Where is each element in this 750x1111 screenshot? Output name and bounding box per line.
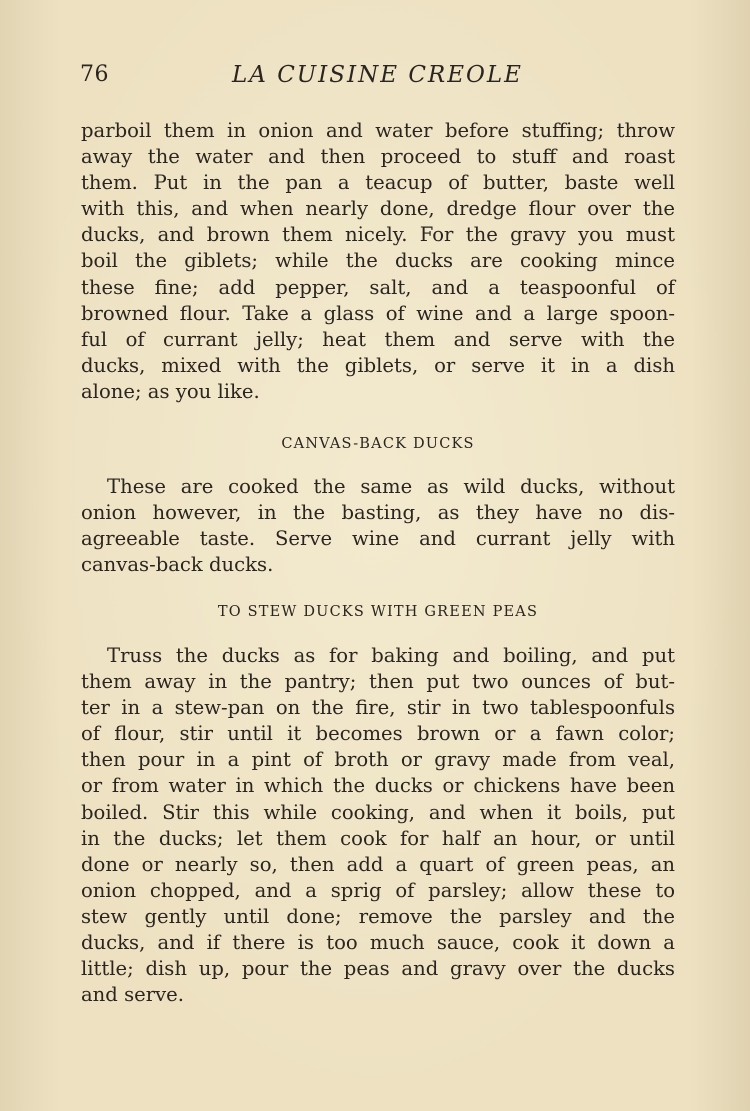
text-line: ducks, and if there is too much sauce, cook it down a bbox=[81, 931, 675, 955]
text-line: these fine; add pepper, salt, and a teaspoonful of bbox=[81, 275, 675, 299]
paragraph-continued bbox=[81, 118, 675, 405]
text-line: ducks, and brown them nicely. For the gravy you must bbox=[81, 223, 675, 247]
text-line: ter in a stew-pan on the fire, stir in two tablespoonfuls bbox=[81, 696, 675, 720]
text-line: ducks, mixed with the giblets, or serve it in a dish bbox=[81, 353, 675, 377]
page-header bbox=[80, 62, 680, 98]
paragraph-canvas-back-ducks bbox=[81, 474, 675, 578]
text-line: boiled. Stir this while cooking, and when it boils, put bbox=[81, 800, 675, 824]
page-number: 76 bbox=[80, 62, 109, 87]
text-line: alone; as you like. bbox=[81, 379, 260, 403]
section-heading-stew-ducks: TO STEW DUCKS WITH GREEN PEAS bbox=[217, 604, 539, 620]
running-title: LA CUISINE CREOLE bbox=[232, 62, 523, 88]
text-line: stew gently until done; remove the parsley and the bbox=[81, 904, 675, 928]
text-line: in the ducks; let them cook for half an hour, or until bbox=[81, 826, 675, 850]
section-heading-canvas-back-ducks: CANVAS-BACK DUCKS bbox=[281, 436, 475, 452]
text-line: or from water in which the ducks or chickens have been bbox=[81, 774, 675, 798]
text-line: them away in the pantry; then put two ounces of but- bbox=[81, 670, 675, 694]
text-line: with this, and when nearly done, dredge flour over the bbox=[81, 197, 675, 221]
text-line: browned flour. Take a glass of wine and a large spoon- bbox=[81, 301, 675, 325]
text-line: away the water and then proceed to stuff and roast bbox=[81, 145, 675, 169]
text-line: These are cooked the same as wild ducks, without bbox=[107, 475, 675, 498]
text-line: onion chopped, and a sprig of parsley; allow these to bbox=[81, 878, 675, 902]
text-line: parboil them in onion and water before stuffing; throw bbox=[81, 119, 675, 142]
text-line: of flour, stir until it becomes brown or a fawn color; bbox=[81, 722, 675, 746]
text-line: little; dish up, pour the peas and gravy over the ducks bbox=[81, 957, 675, 981]
text-line: boil the giblets; while the ducks are cooking mince bbox=[81, 249, 675, 273]
text-line: agreeable taste. Serve wine and currant jelly with bbox=[81, 527, 675, 551]
text-line: them. Put in the pan a teacup of butter, baste well bbox=[81, 171, 675, 195]
text-line: canvas-back ducks. bbox=[81, 553, 274, 577]
text-line: Truss the ducks as for baking and boiling, and put bbox=[107, 644, 675, 667]
text-line: done or nearly so, then add a quart of green peas, an bbox=[81, 852, 675, 876]
paragraph-stew-ducks bbox=[81, 643, 675, 1008]
text-line: ful of currant jelly; heat them and serve with the bbox=[81, 327, 675, 351]
text-line: then pour in a pint of broth or gravy made from veal, bbox=[81, 748, 675, 772]
text-line: and serve. bbox=[81, 983, 184, 1007]
text-line: onion however, in the basting, as they have no dis- bbox=[81, 501, 675, 525]
